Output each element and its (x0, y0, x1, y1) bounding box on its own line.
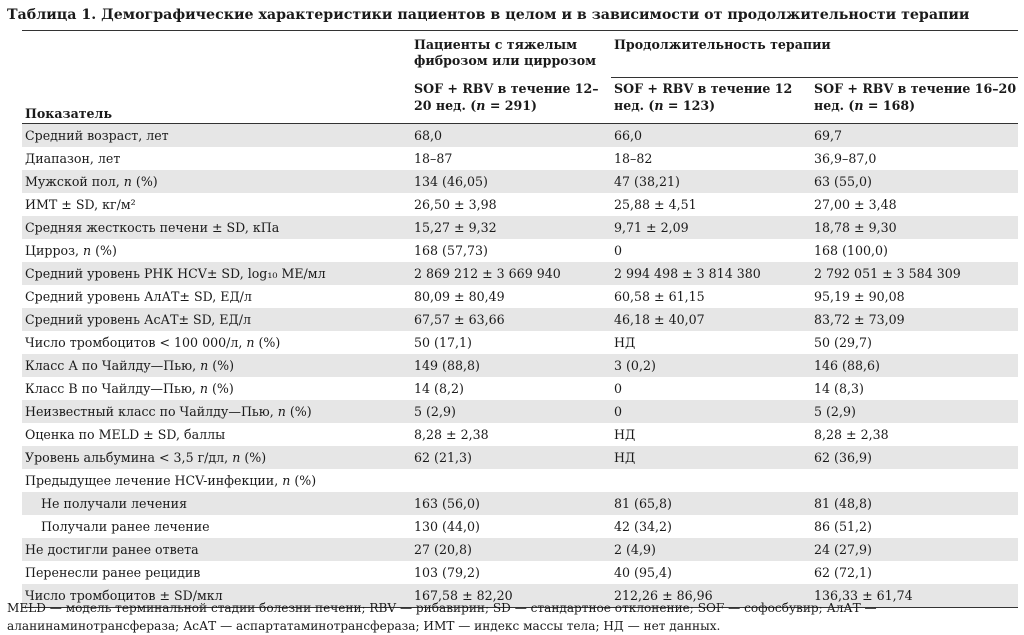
table-footnote: MELD — модель терминальной стадии болезни печени; RBV — рибавирин; SD — стандартное отклонение; SOF — софосбувир; АлАТ — аланинаминотрансфераза; АсАТ — аспартатаминотрансфераза; ИМТ — индекс массы тела; НД — нет данных. (7, 601, 877, 633)
row-label: Средний уровень АлАТ± SD, ЕД/л (25, 288, 252, 304)
table-row (22, 561, 1018, 584)
table-row (22, 216, 1018, 239)
header-row-columns (22, 78, 1018, 124)
cell-total: 14 (8,2) (414, 380, 464, 396)
table-row (22, 170, 1018, 193)
table-row (22, 423, 1018, 446)
header-col-12wk: SOF + RBV в течение 12 нед. (n = 123) (611, 78, 811, 124)
cell-16-20wk: 63 (55,0) (811, 170, 1018, 193)
cell-16-20wk: 50 (29,7) (814, 334, 872, 350)
cell-12wk: 40 (95,4) (614, 564, 672, 580)
cell-total: 50 (17,1) (414, 334, 472, 350)
cell-12wk: 3 (0,2) (611, 354, 811, 377)
header-row-groups (22, 31, 1018, 78)
cell-16-20wk: 36,9–87,0 (814, 150, 877, 166)
cell-16-20wk: 27,00 ± 3,48 (814, 196, 897, 212)
cell-12wk: 66,0 (611, 123, 811, 147)
table-title: Таблица 1. Демографические характеристики пациентов в целом и в зависимости от продолжительности терапии (7, 7, 970, 23)
row-label: Не получали лечения (22, 492, 411, 515)
cell-total: 67,57 ± 63,66 (411, 308, 611, 331)
cell-16-20wk: 86 (51,2) (814, 518, 872, 534)
row-label: Класс В по Чайлду—Пью, n (%) (25, 380, 234, 396)
cell-total (411, 469, 611, 492)
cell-16-20wk: 18,78 ± 9,30 (811, 216, 1018, 239)
row-label: Число тромбоцитов < 100 000/л, n (%) (25, 334, 281, 350)
table-row (22, 446, 1018, 469)
row-label: Оценка по MELD ± SD, баллы (25, 426, 226, 442)
cell-total: 27 (20,8) (411, 538, 611, 561)
cell-total: 62 (21,3) (411, 446, 611, 469)
table-row (22, 469, 1018, 492)
cell-total: 5 (2,9) (411, 400, 611, 423)
header-group-severe: Пациенты с тяжелым фиброзом или циррозом (411, 31, 611, 78)
table-row (22, 193, 1018, 216)
table-row (22, 354, 1018, 377)
header-group-duration: Продолжительность терапии (611, 31, 1018, 78)
cell-12wk: 18–82 (614, 150, 653, 166)
cell-12wk: 47 (38,21) (611, 170, 811, 193)
cell-12wk: НД (614, 334, 636, 350)
table-row (22, 285, 1018, 308)
cell-12wk: 0 (614, 380, 623, 396)
table-row (22, 400, 1018, 423)
cell-12wk (611, 469, 811, 492)
cell-total: 18–87 (414, 150, 453, 166)
cell-12wk: 0 (611, 400, 811, 423)
header-col-16-20wk: SOF + RBV в течение 16–20 нед. (n = 168) (811, 78, 1018, 124)
cell-16-20wk: 83,72 ± 73,09 (811, 308, 1018, 331)
table-row (22, 262, 1018, 285)
cell-16-20wk: 136,33 ± 61,74 (811, 584, 1018, 608)
cell-12wk: 0 (614, 242, 623, 258)
row-label: Неизвестный класс по Чайлду—Пью, n (%) (22, 400, 411, 423)
cell-16-20wk: 168 (100,0) (814, 242, 888, 258)
cell-total: 149 (88,8) (411, 354, 611, 377)
row-label: Предыдущее лечение HCV-инфекции, n (%) (25, 472, 317, 488)
cell-total: 103 (79,2) (414, 564, 480, 580)
cell-12wk: 2 (4,9) (611, 538, 811, 561)
table-row (22, 239, 1018, 262)
cell-total: 68,0 (411, 123, 611, 147)
cell-total: 8,28 ± 2,38 (414, 426, 489, 442)
cell-16-20wk: 62 (36,9) (811, 446, 1018, 469)
header-indicator: Показатель (22, 78, 411, 124)
row-label: Средний возраст, лет (22, 123, 411, 147)
cell-12wk: НД (614, 426, 636, 442)
cell-12wk: 46,18 ± 40,07 (611, 308, 811, 331)
row-label: Средний уровень АсАТ± SD, ЕД/л (22, 308, 411, 331)
table-body (22, 123, 1018, 607)
header-blank-cell (22, 31, 411, 78)
cell-total: 134 (46,05) (411, 170, 611, 193)
cell-16-20wk: 95,19 ± 90,08 (814, 288, 905, 304)
cell-total: 80,09 ± 80,49 (414, 288, 505, 304)
cell-16-20wk: 24 (27,9) (811, 538, 1018, 561)
cell-12wk: 9,71 ± 2,09 (611, 216, 811, 239)
table-row (22, 123, 1018, 147)
cell-12wk: 212,26 ± 86,96 (611, 584, 811, 608)
row-label: ИМТ ± SD, кг/м² (25, 196, 136, 212)
table-row (22, 377, 1018, 400)
row-label: Средний уровень РНК HCV± SD, log₁₀ МЕ/мл (22, 262, 411, 285)
cell-16-20wk: 146 (88,6) (811, 354, 1018, 377)
cell-12wk: 25,88 ± 4,51 (614, 196, 697, 212)
cell-16-20wk: 69,7 (811, 123, 1018, 147)
row-label: Число тромбоцитов ± SD/мкл (22, 584, 411, 608)
cell-12wk: 2 994 498 ± 3 814 380 (611, 262, 811, 285)
row-label: Цирроз, n (%) (25, 242, 117, 258)
cell-16-20wk: 2 792 051 ± 3 584 309 (811, 262, 1018, 285)
demographics-table (22, 30, 1018, 608)
cell-16-20wk: 8,28 ± 2,38 (814, 426, 889, 442)
row-label: Средняя жесткость печени ± SD, кПа (22, 216, 411, 239)
table-row (22, 492, 1018, 515)
cell-12wk: 42 (34,2) (614, 518, 672, 534)
table-row (22, 515, 1018, 538)
table-row (22, 331, 1018, 354)
cell-12wk: 60,58 ± 61,15 (614, 288, 705, 304)
cell-total: 15,27 ± 9,32 (411, 216, 611, 239)
cell-total: 168 (57,73) (414, 242, 488, 258)
header-col-total: SOF + RBV в течение 12–20 нед. (n = 291) (411, 78, 611, 124)
row-label: Уровень альбумина < 3,5 г/дл, n (%) (22, 446, 411, 469)
cell-total: 130 (44,0) (414, 518, 480, 534)
row-label: Класс А по Чайлду—Пью, n (%) (22, 354, 411, 377)
cell-12wk: НД (611, 446, 811, 469)
cell-16-20wk (811, 469, 1018, 492)
cell-total: 167,58 ± 82,20 (411, 584, 611, 608)
cell-total: 26,50 ± 3,98 (414, 196, 497, 212)
cell-16-20wk: 62 (72,1) (814, 564, 872, 580)
table-row (22, 147, 1018, 170)
table-row (22, 538, 1018, 561)
row-label: Не достигли ранее ответа (22, 538, 411, 561)
row-label: Диапазон, лет (25, 150, 121, 166)
row-label: Мужской пол, n (%) (22, 170, 411, 193)
table-row (22, 308, 1018, 331)
cell-16-20wk: 14 (8,3) (814, 380, 864, 396)
cell-16-20wk: 5 (2,9) (811, 400, 1018, 423)
cell-total: 163 (56,0) (411, 492, 611, 515)
cell-16-20wk: 81 (48,8) (811, 492, 1018, 515)
cell-total: 2 869 212 ± 3 669 940 (411, 262, 611, 285)
cell-12wk: 81 (65,8) (611, 492, 811, 515)
row-label: Получали ранее лечение (41, 518, 210, 534)
row-label: Перенесли ранее рецидив (25, 564, 201, 580)
